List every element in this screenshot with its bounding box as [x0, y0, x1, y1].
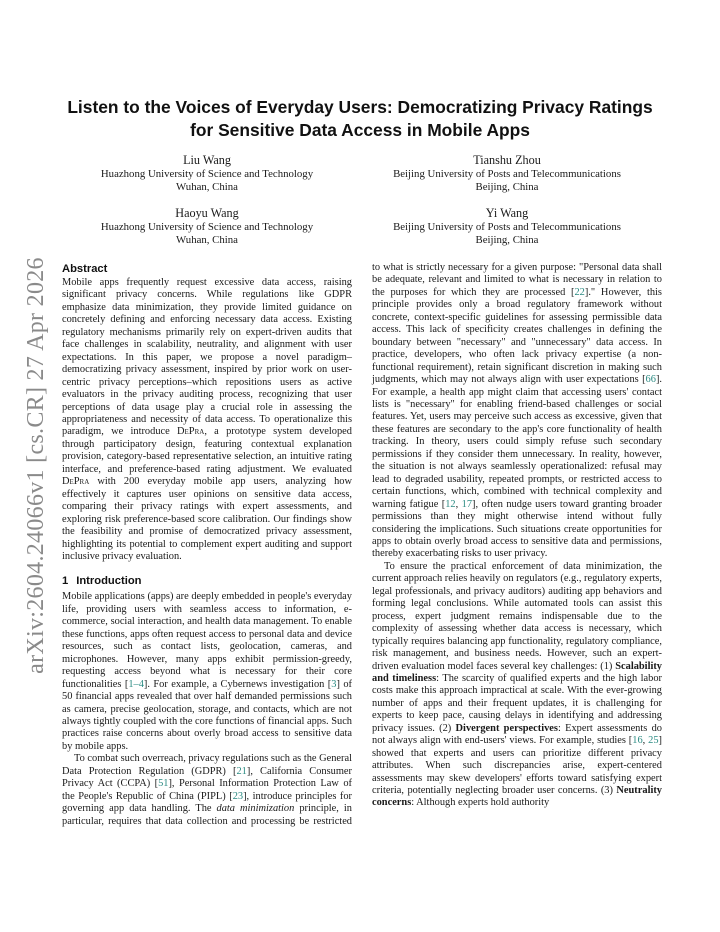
depra-name: DePra — [62, 476, 90, 488]
bold-term: Neutrality concerns — [372, 785, 662, 809]
intro-paragraph-1: Mobile applications (apps) are deeply embedded in people's everyday life, providing users with seamless access to information, e-commerce, social interaction, and health data management. To enable these functions, apps often request access to personal data and device resources, such as contact lists, geolocation, cameras, and microphones. However, many apps exhibit permission-greedy, requesting access beyond what is necessary for their core functionalities [1–4]. For example, a Cybernews investigation [3] of 50 financial apps revealed that over half demanded permissions such as camera, precise geolocation, storage, and contacts, which are not always tightly coupled with the core functions of financial apps. Such practices raise concerns about overly broad access to sensitive data by mobile apps. — [62, 591, 352, 752]
left-column — [62, 262, 352, 828]
abstract-heading: Abstract — [62, 263, 108, 275]
author-affiliation: Huazhong University of Science and Technology — [100, 221, 314, 233]
author-location: Wuhan, China — [176, 181, 238, 193]
section-title: Introduction — [76, 575, 142, 588]
bold-term: Scalability and timeliness — [372, 660, 662, 684]
arxiv-identifier-stamp — [22, 256, 50, 674]
emphasis-text: data minimization — [216, 803, 295, 815]
citation-link[interactable]: 3 — [331, 678, 337, 690]
citation-link[interactable]: 21 — [236, 765, 247, 777]
abstract-paragraph: Mobile apps frequently request excessive data access, raising significant privacy concerns. While regulations like GDPR emphasize data minimization, they provide limited guidance on concretely defining and enforcing necessary data access. Existing regulatory mechanisms primarily rely on expert-driven audits that face challenges in scalability, neutrality, and alignment with user expectations. In this paper, we propose a novel paradigm–democratizing privacy assessment, inspired by prior work on user-centric privacy perceptions–which repositions users as active evaluators in the privacy auditing process, recognizing that user perceptions of data usage play a crucial role in assessing the appropriateness and necessity of data access. To operationalize this paradigm, we introduce DePra, a prototype system developed through participatory design, featuring contextual explanation provision, category-based representative selection, an intuitive rating interface, and preference-based rating adjustment. We evaluated DePra with 200 everyday mobile app users, analyzing how effectively it captures user opinions on sensitive data access, comparing their privacy ratings with expert assessments, and exploring risk preference-based score calibration. Our findings show the feasibility and promise of democratized privacy assessment, highlighting its potential to complement expert auditing and support inclusive privacy evaluation. — [62, 277, 352, 562]
author-name: Liu Wang — [183, 153, 231, 167]
author-name: Yi Wang — [485, 206, 529, 220]
author-location: Beijing, China — [475, 181, 539, 193]
citation-link[interactable]: 17 — [461, 498, 473, 510]
author-block-3 — [62, 206, 352, 247]
bold-term: Divergent perspectives — [455, 722, 558, 734]
author-name: Tianshu Zhou — [473, 153, 541, 167]
author-block-1 — [62, 153, 352, 194]
paper-title: Listen to the Voices of Everyday Users: Democratizing Privacy Ratings for Sensitive Data Access in Mobile Apps — [67, 97, 653, 140]
intro-paragraph-2-continued: to what is strictly necessary for a given purpose: "Personal data shall be adequate, relevant and limited to what is necessary in relation to the purposes for which they are processed [22]." However, this principle provides only a broad regulatory framework without concrete, context-specific guidelines for assessing permissible data access. This lack of specificity creates challenges in defining the boundary between "necessary" and "unnecessary" data access. In practice, developers, who often lack privacy expertise (a non-functional requirement), retain significant discretion in making such judgments, which may not always align with user expectations [66]. For example, a health app might claim that accessing users' contact lists is "necessary" for enabling friend-based challenges or social features. Yet, users may perceive such access as excessive, given that these features are secondary to the app's core functionality of health tracking. In theory, users could simply refuse such secondary permissions if they consider them unnecessary. In reality, however, the situation is not always seamlessly operationalized: refusal may lead to degraded usability, repeated prompts, or restricted access to certain functions, which, combined with technical complexity and warning fatigue [12, 17], often nudge users toward granting broader permissions than they might otherwise intend without fully considering the implications. Such situations create opportunities for apps to obtain overly broad access to sensitive data and permissions, thereby exacerbating risks to user privacy. — [372, 262, 662, 560]
citation-link[interactable]: 22 — [574, 286, 585, 298]
section-number: 1 — [62, 575, 69, 588]
citation-link[interactable]: 51 — [158, 778, 169, 790]
intro-paragraph-3: To ensure the practical enforcement of data minimization, the current approach relies heavily on regulators (e.g., regulatory experts, legal professionals, and privacy auditors) auditing app behaviors and forming legal conclusions. While automated tools can assist this process, expert judgment remains indispensable due to the complexity of assessing whether data access is necessary, which typically requires balancing app functionality, regulatory compliance, risk management, and business needs. However, such an expert-driven evaluation model faces several key challenges: (1) Scalability and timeliness: The scarcity of qualified experts and the high labor costs make this approach impractical at scale. With the ever-growing number of apps and their frequent updates, it is challenging for experts to keep pace, causing delays in identifying and addressing privacy issues. (2) Divergent perspectives: Expert assessments do not always align with end-users' views. For example, studies [16, 25] showed that experts and users can prioritize different privacy attributes. When such discrepancies arise, expert-centered assessments may skew developers' efforts toward satisfying expert criteria, potentially neglecting broader user concerns. (3) Neutrality concerns: Although experts hold authority — [372, 560, 663, 809]
author-affiliation: Beijing University of Posts and Telecommunications — [393, 168, 621, 180]
citation-link[interactable]: 23 — [232, 790, 244, 802]
author-affiliation: Beijing University of Posts and Telecommunications — [393, 221, 621, 233]
intro-paragraph-2-start: To combat such overreach, privacy regulations such as the General Data Protection Regulation (GDPR) [21], California Consumer Privacy Act (CCPA) [51], Personal Information Protection Law of the People's Republic of China (PIPL) [23], introduce principles for governing app data handling. The data minimization principle, in particular, requires that data collection and processing be restricted — [62, 753, 352, 827]
author-name: Haoyu Wang — [175, 206, 239, 220]
citation-link[interactable]: 1–4 — [128, 678, 144, 690]
citation-link[interactable]: 25 — [648, 735, 659, 747]
citation-link[interactable]: 66 — [645, 374, 656, 386]
author-location: Beijing, China — [475, 234, 539, 246]
author-location: Wuhan, China — [176, 234, 238, 246]
author-block-4 — [362, 206, 652, 247]
author-affiliation: Huazhong University of Science and Technology — [100, 168, 314, 180]
citation-link[interactable]: 12 — [445, 498, 456, 510]
arxiv-identifier-text: arXiv:2604.24066v1 [cs.CR] 27 Apr 2026 — [22, 256, 49, 674]
right-column — [372, 262, 662, 810]
author-block-2 — [362, 153, 652, 194]
depra-name: DePra — [177, 426, 205, 438]
introduction-heading — [62, 574, 352, 588]
citation-link[interactable]: 16 — [632, 735, 643, 747]
